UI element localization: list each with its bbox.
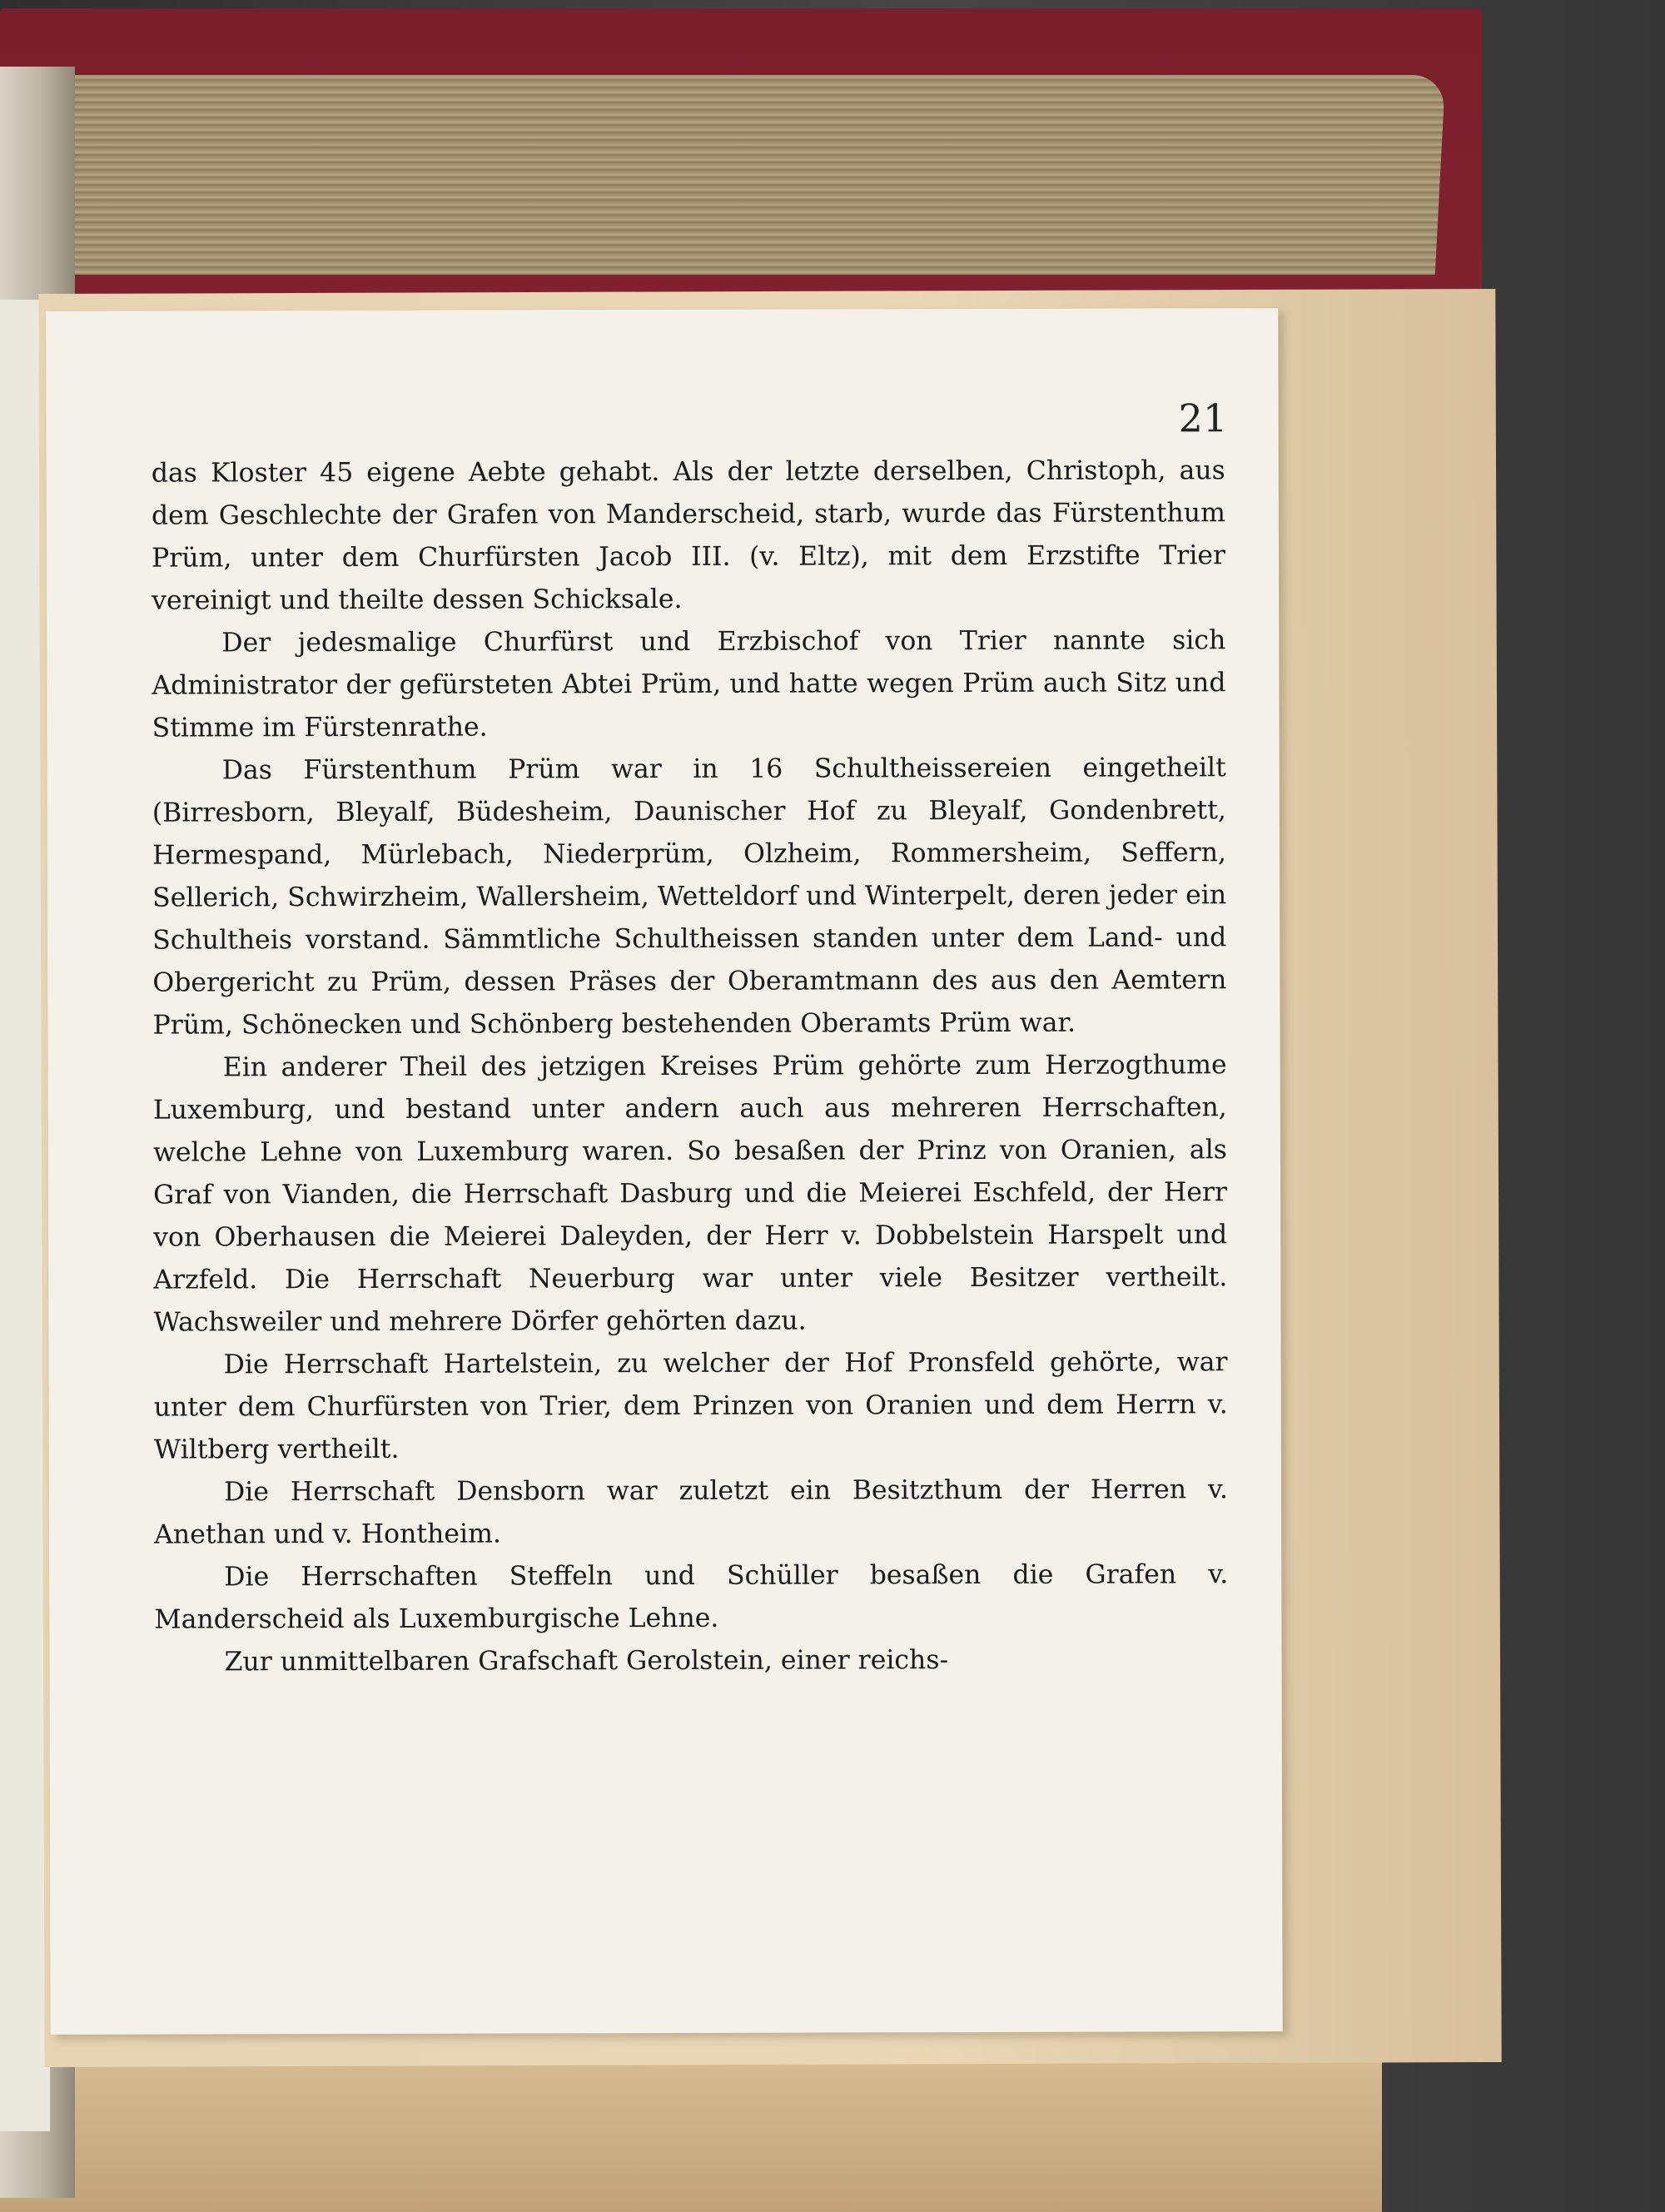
paragraph: Die Herrschaft Hartelstein, zu welcher der Hof Pronsfeld gehörte, war unter dem Churfürsten von Trier, dem Prinzen von Oranien und dem Herrn v. Wiltberg vertheilt. <box>153 1347 1228 1465</box>
paragraph: Das Fürstenthum Prüm war in 16 Schultheissereien eingetheilt (Birresborn, Bleyalf, Büdesheim, Daunischer Hof zu Bleyalf, Gondenbrett, Hermespand, Mürlebach, Niederprüm, Olzheim, Rommersheim, Seffern, Sellerich, Schwirzheim, Wallersheim, Wetteldorf und Winterpelt, deren jeder ein Schultheis vorstand. Sämmtliche Schultheissen standen unter dem Land- und Obergericht zu Prüm, dessen Präses der Oberamtmann des aus den Aemtern Prüm, Schönecken und Schönberg bestehenden Oberamts Prüm war. <box>152 753 1227 1041</box>
paragraph: das Kloster 45 eigene Aebte gehabt. Als der letzte derselben, Christoph, aus dem Geschlechte der Grafen von Manderscheid, starb, wurde das Fürstenthum Prüm, unter dem Churfürsten Jacob III. (v. Eltz), mit dem Erzstifte Trier vereinigt und theilte dessen Schicksale. <box>151 455 1226 616</box>
paragraph: Die Herrschaft Densborn war zuletzt ein Besitzthum der Herren v. Anethan und v. Hontheim. <box>154 1474 1229 1550</box>
paragraph: Die Herrschaften Steffeln und Schüller besaßen die Grafen v. Manderscheid als Luxemburgische Lehne. <box>154 1559 1229 1635</box>
page-number: 21 <box>1178 395 1228 441</box>
book-page <box>46 308 1282 2035</box>
paragraph: Der jedesmalige Churfürst und Erzbischof von Trier nannte sich Administrator der gefürsteten Abtei Prüm, und hatte wegen Prüm auch Sitz und Stimme im Fürstenrathe. <box>152 625 1226 743</box>
paragraph: Zur unmittelbaren Grafschaft Gerolstein, einer reichs- <box>224 1645 949 1678</box>
paragraph: Ein anderer Theil des jetzigen Kreises Prüm gehörte zum Herzogthume Luxemburg, und bestand unter andern auch aus mehreren Herrschaften, welche Lehne von Luxemburg waren. So besaßen der Prinz von Oranien, als Graf von Vianden, die Herrschaft Dasburg und die Meierei Eschfeld, der Herr von Oberhausen die Meierei Daleyden, der Herr v. Dobbelstein Harspelt und Arzfeld. Die Herrschaft Neuerburg war unter viele Besitzer vertheilt. Wachsweiler und mehrere Dörfer gehörten dazu. <box>152 1050 1228 1338</box>
page-edges-stack <box>20 75 1446 275</box>
body-text <box>152 450 1229 1683</box>
